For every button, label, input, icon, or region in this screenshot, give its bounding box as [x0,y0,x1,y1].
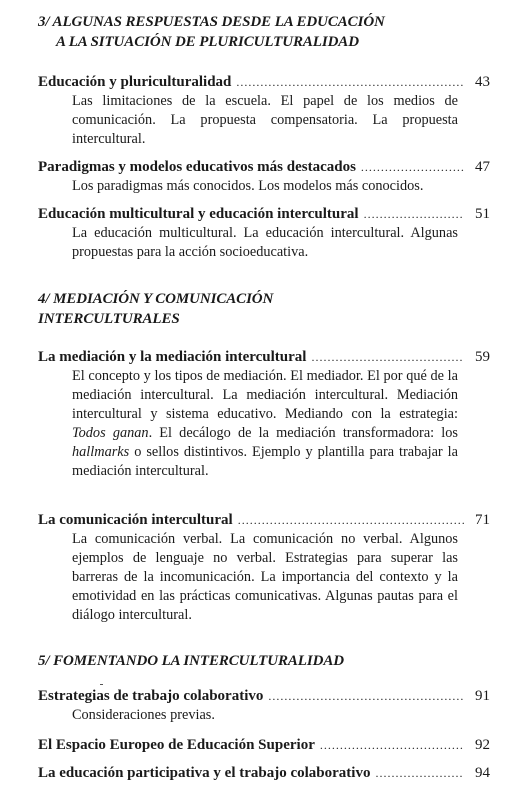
toc-entry[interactable] [38,204,490,262]
dot-leader [364,204,464,224]
toc-entry-title[interactable]: La mediación y la mediación intercultural [38,349,307,365]
toc-entry-title[interactable]: Educación multicultural y educación intercultural [38,206,359,222]
toc-page-number[interactable]: 71 [475,512,490,528]
toc-entry-title[interactable]: El Espacio Europeo de Educación Superior [38,737,315,753]
toc-entry-title[interactable]: Paradigmas y modelos educativos más destacados [38,159,356,175]
toc-entry-description: Los paradigmas más conocidos. Los modelos más conocidos. [72,178,424,194]
toc-page-number[interactable]: 59 [475,349,490,365]
desc-text: o sellos distintivos. Ejemplo y plantilla para trabajar la mediación intercultural. [72,444,458,479]
chapter-3-heading [38,12,478,52]
toc-entry[interactable] [38,735,490,755]
toc-entry-title[interactable]: La educación participativa y el trabajo colaborativo [38,765,371,781]
chapter-3-heading-line2: A LA SITUACIÓN DE PLURICULTURALIDAD [56,34,359,50]
desc-italic-term: hallmarks [72,444,130,460]
dot-leader [238,510,464,530]
toc-entry[interactable] [38,347,490,481]
chapter-3-heading-line1: 3/ ALGUNAS RESPUESTAS DESDE LA EDUCACIÓN [38,14,385,30]
dot-leader [236,72,464,92]
toc-entry-title[interactable]: La comunicación intercultural [38,512,233,528]
desc-text: . El decálogo de la mediación transformadora: los [148,425,458,441]
toc-entry[interactable] [38,763,490,783]
toc-entry-description [72,367,458,481]
toc-entry-description: Las limitaciones de la escuela. El papel de los medios de comunicación. La propuesta compensatoria. La propuesta intercultural. [72,93,458,147]
toc-entry[interactable] [38,686,490,725]
toc-entry-description: Consideraciones previas. [72,707,215,723]
dot-leader [268,686,464,706]
chapter-4-heading-line1: 4/ MEDIACIÓN Y COMUNICACIÓN [38,291,274,307]
toc-page-number[interactable]: 43 [475,74,490,90]
desc-text: El concepto y los tipos de mediación. El mediador. El por qué de la mediación intercultural. La mediación intercultural. Mediación intercultural y sistema educativo. Mediando con la estrategia: [72,368,458,422]
dot-leader [361,157,464,177]
toc-entry-title[interactable]: Estrategias de trabajo colaborativo [38,688,264,704]
dot-leader [320,735,464,755]
chapter-4-heading [38,289,478,329]
toc-page-number[interactable]: 91 [475,688,490,704]
toc-page-number[interactable]: 92 [475,737,490,753]
toc-entry[interactable] [38,72,490,149]
chapter-5-heading [38,651,478,671]
toc-page-number[interactable]: 47 [475,159,490,175]
toc-entry-title[interactable]: Educación y pluriculturalidad [38,74,232,90]
toc-entry-description: La educación multicultural. La educación intercultural. Algunas propuestas para la acción socioeducativa. [72,225,458,260]
desc-italic-term: Todos ganan [72,425,149,441]
toc-page-number[interactable]: 51 [475,206,490,222]
chapter-4-heading-line2: INTERCULTURALES [38,311,180,327]
toc-entry[interactable] [38,510,490,625]
toc-entry[interactable] [38,157,490,196]
dot-leader [375,763,464,783]
dot-leader [311,347,464,367]
toc-page-number[interactable]: 94 [475,765,490,781]
toc-entry-description: La comunicación verbal. La comunicación no verbal. Algunos ejemplos de lenguaje no verbal. Estrategias para superar las barreras de la incomunicación. La importancia del contexto y la emotividad en las prácticas comunicativas. Algunas pautas para el diálogo intercultural. [72,531,458,623]
stray-mark [100,684,103,685]
chapter-5-heading-line1: 5/ FOMENTANDO LA INTERCULTURALIDAD [38,653,344,669]
